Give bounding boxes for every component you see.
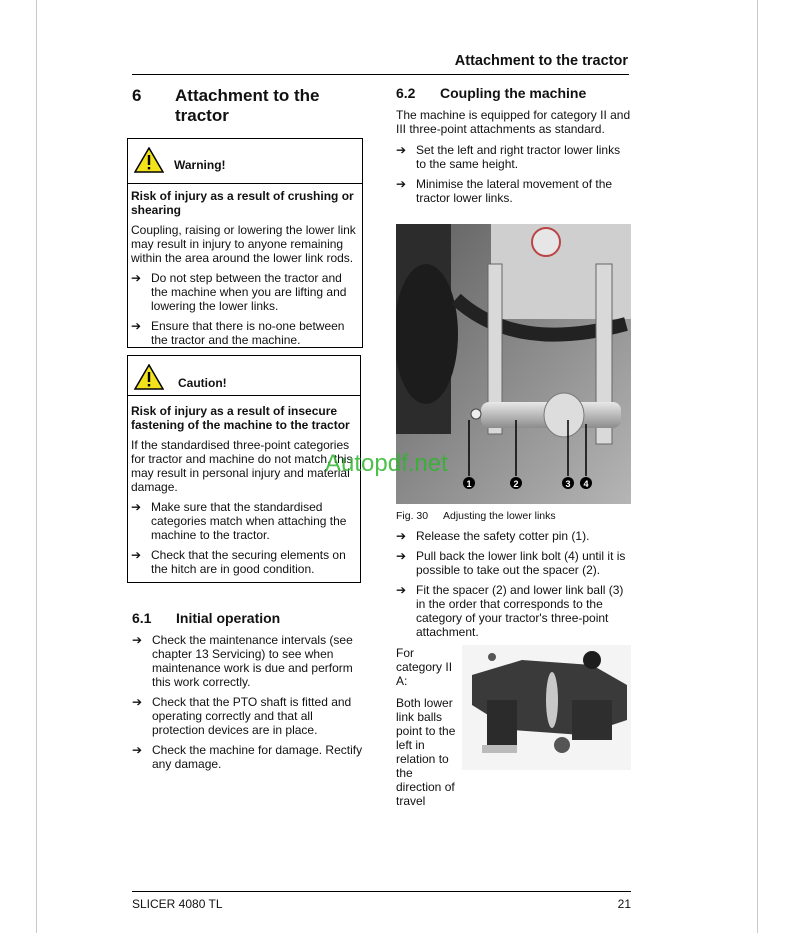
section-6-2-text xyxy=(396,108,632,211)
page-edge-left xyxy=(36,0,37,933)
warning-bullet: ➔ Do not step between the tractor and the machine when you are lifting and lowering the lower links. xyxy=(131,271,347,313)
header-rule xyxy=(132,74,629,75)
category-note xyxy=(396,646,460,816)
list-item: ➔ Minimise the lateral movement of the tractor lower links. xyxy=(396,177,613,205)
arrow-right-icon: ➔ xyxy=(396,549,407,563)
arrow-right-icon: ➔ xyxy=(396,177,407,191)
section-intro: The machine is equipped for category II and III three-point attachments as standard. xyxy=(396,108,631,136)
warning-triangle-icon xyxy=(134,147,164,173)
chapter-number: 6 xyxy=(132,86,142,105)
callout-3 xyxy=(562,477,574,489)
section-number: 6.1 xyxy=(132,610,152,626)
warning-header xyxy=(128,139,362,184)
lower-link-ball-photo xyxy=(462,645,631,770)
lower-link-ball-illustration xyxy=(462,645,631,770)
caution-body xyxy=(128,396,360,576)
arrow-right-icon: ➔ xyxy=(396,143,407,157)
arrow-right-icon: ➔ xyxy=(131,500,142,514)
arrow-right-icon: ➔ xyxy=(132,633,143,647)
list-item: ➔ Fit the spacer (2) and lower link ball (3) in the order that corresponds to the category of your tractor's three-point attachment. xyxy=(396,583,624,639)
page-number: 21 xyxy=(617,897,631,911)
warning-triangle-icon xyxy=(134,364,164,390)
footer-rule xyxy=(132,891,631,892)
warning-text: Coupling, raising or lowering the lower link may result in injury to anyone remaining within the area around the lower link rods. xyxy=(131,223,356,265)
arrow-right-icon: ➔ xyxy=(396,529,407,543)
section-number: 6.2 xyxy=(396,85,416,101)
svg-text:2: 2 xyxy=(513,479,519,489)
watermark: Autopdf.net xyxy=(325,450,448,477)
caution-bullet: ➔ Make sure that the standardised categories match when attaching the machine to the tractor. xyxy=(131,500,347,542)
category-note-text: Both lower link balls point to the left in relation to the direction of travel xyxy=(396,696,456,808)
warning-body xyxy=(128,184,362,347)
arrow-right-icon: ➔ xyxy=(131,548,142,562)
list-item: ➔ Check the machine for damage. Rectify any damage. xyxy=(132,743,363,771)
caution-bullet: ➔ Check that the securing elements on the hitch are in good condition. xyxy=(131,548,346,576)
callout-4 xyxy=(580,477,592,489)
warning-lead: Risk of injury as a result of crushing or shearing xyxy=(131,189,354,217)
arrow-right-icon: ➔ xyxy=(131,319,142,333)
page-edge-right xyxy=(757,0,758,933)
figure-caption xyxy=(396,510,556,522)
svg-text:3: 3 xyxy=(565,479,571,489)
section-title: Coupling the machine xyxy=(440,85,587,101)
svg-text:4: 4 xyxy=(583,479,589,489)
list-item: ➔ Release the safety cotter pin (1). xyxy=(396,529,590,543)
svg-text:1: 1 xyxy=(466,479,472,489)
list-item: ➔ Check the maintenance intervals (see chapter 13 Servicing) to see when maintenance work is due and perform this work correctly. xyxy=(132,633,353,689)
caution-lead: Risk of injury as a result of insecure fastening of the machine to the tractor xyxy=(131,404,350,432)
callout-2 xyxy=(510,477,522,489)
section-6-2-steps xyxy=(396,529,632,645)
arrow-right-icon: ➔ xyxy=(131,271,142,285)
callout-1 xyxy=(463,477,475,489)
warning-bullet: ➔ Ensure that there is no-one between the tractor and the machine. xyxy=(131,319,345,347)
list-item: ➔ Set the left and right tractor lower links to the same height. xyxy=(396,143,621,171)
section-6-2-heading xyxy=(396,85,586,101)
category-note-heading: For category II A: xyxy=(396,646,453,688)
footer-model: SLICER 4080 TL xyxy=(132,897,223,911)
arrow-right-icon: ➔ xyxy=(132,743,143,757)
section-6-1-list xyxy=(132,633,366,777)
figure-number: Fig. 30 xyxy=(396,510,429,522)
list-item: ➔ Check that the PTO shaft is fitted and operating correctly and that all protection devices are in place. xyxy=(132,695,352,737)
warning-box xyxy=(127,138,363,348)
caution-text: If the standardised three-point categories for tractor and machine do not match, this may result in personal injury and material damage. xyxy=(131,438,353,494)
running-header: Attachment to the tractor xyxy=(454,53,628,69)
list-item: ➔ Pull back the lower link bolt (4) until it is possible to take out the spacer (2). xyxy=(396,549,626,577)
figure-caption-text: Adjusting the lower links xyxy=(443,510,556,522)
warning-label: Warning! xyxy=(174,158,226,172)
arrow-right-icon: ➔ xyxy=(396,583,407,597)
chapter-title: Attachment to the tractor xyxy=(175,86,320,125)
caution-header xyxy=(128,356,360,396)
caution-label: Caution! xyxy=(178,376,227,390)
section-6-1-heading xyxy=(132,610,280,626)
section-title: Initial operation xyxy=(176,610,281,626)
arrow-right-icon: ➔ xyxy=(132,695,143,709)
